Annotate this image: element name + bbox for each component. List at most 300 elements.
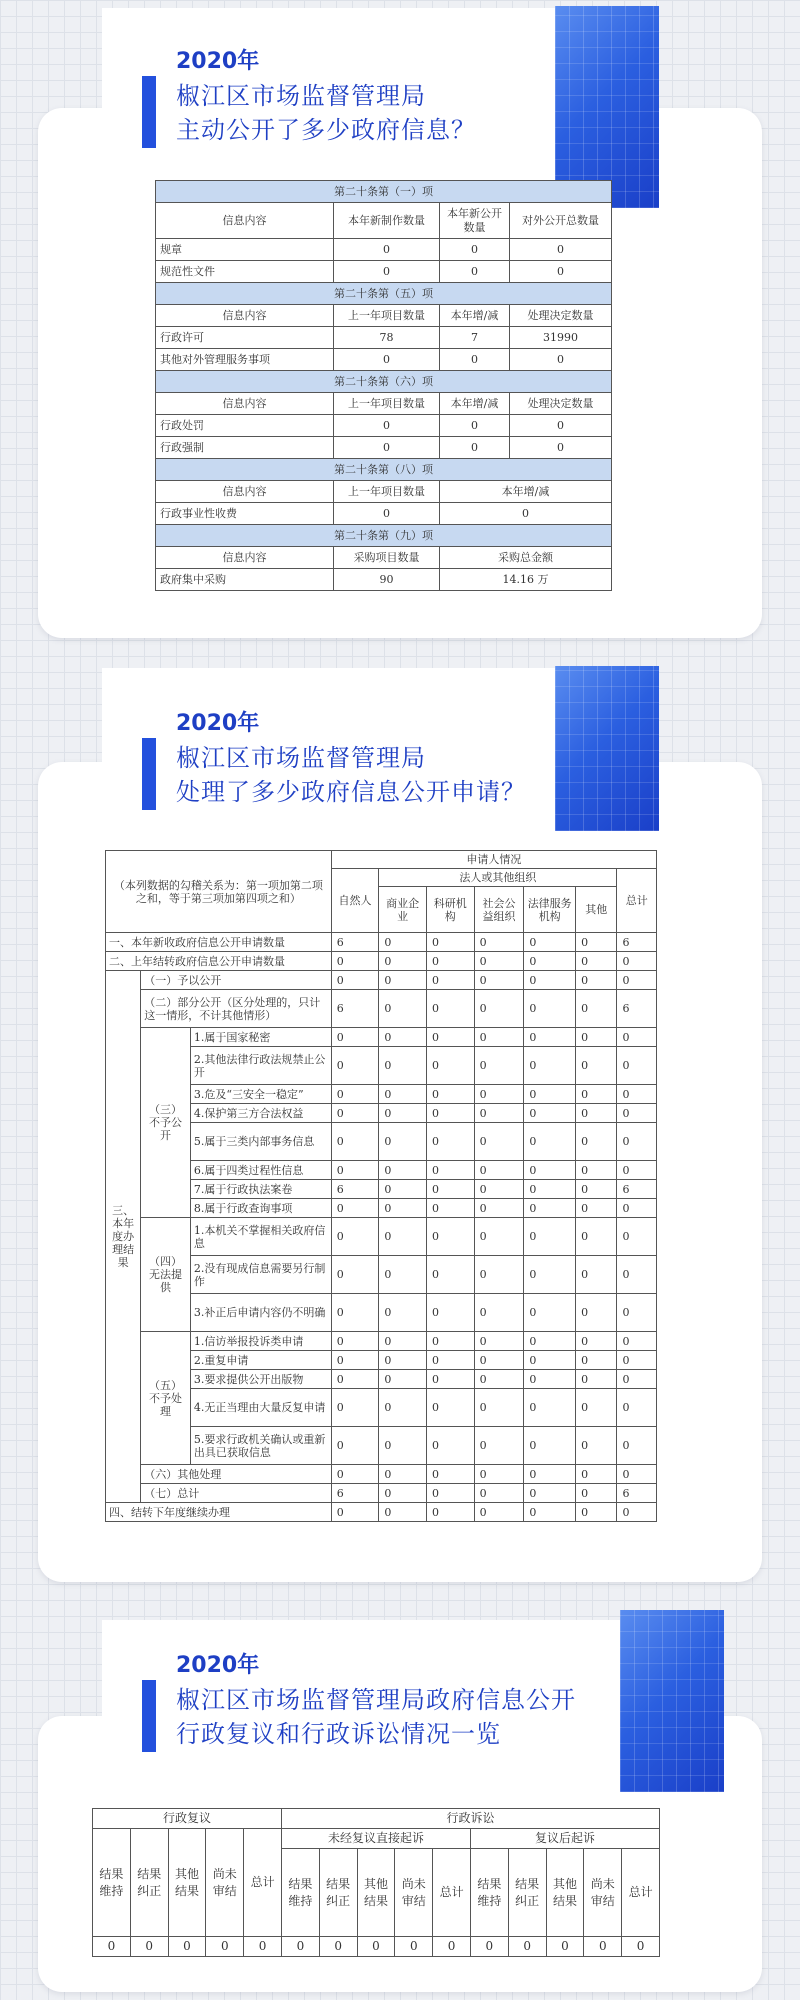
cell-value: 0 bbox=[334, 415, 440, 437]
cell-value: 78 bbox=[334, 327, 440, 349]
cell-value: 0 bbox=[617, 1199, 657, 1218]
cell-value: 0 bbox=[357, 1937, 395, 1957]
col-header: 商业企业 bbox=[379, 887, 427, 933]
cell-value: 0 bbox=[426, 952, 474, 971]
cell-value: 0 bbox=[617, 1465, 657, 1484]
cell-value: 0 bbox=[474, 1161, 524, 1180]
cell-value: 0 bbox=[331, 1427, 379, 1465]
cell-value: 0 bbox=[331, 1161, 379, 1180]
subgroup-label: （五）不予处理 bbox=[141, 1332, 191, 1465]
cell-value: 0 bbox=[576, 1180, 617, 1199]
col-header: 结果纠正 bbox=[319, 1849, 357, 1937]
legal-entity-header: 法人或其他组织 bbox=[379, 869, 617, 887]
cell-value: 0 bbox=[426, 1085, 474, 1104]
col-header: 结果维持 bbox=[281, 1849, 319, 1937]
cell-value: 0 bbox=[617, 1028, 657, 1047]
cell-value: 0 bbox=[524, 971, 576, 990]
cell-value: 0 bbox=[379, 1085, 427, 1104]
cell-value: 31990 bbox=[510, 327, 612, 349]
cell-value: 0 bbox=[426, 933, 474, 952]
cell-value: 0 bbox=[524, 1370, 576, 1389]
col-header: 本年增/减 bbox=[440, 393, 510, 415]
cell-value: 0 bbox=[524, 1465, 576, 1484]
cell-value: 0 bbox=[130, 1937, 168, 1957]
cell-value: 0 bbox=[576, 1484, 617, 1503]
section-title-line2: 主动公开了多少政府信息？ bbox=[176, 116, 476, 144]
col-header: 结果维持 bbox=[470, 1849, 508, 1937]
cell-value: 0 bbox=[617, 1047, 657, 1085]
cell-value: 0 bbox=[379, 1256, 427, 1294]
cell-value: 0 bbox=[617, 1218, 657, 1256]
cell-value: 0 bbox=[331, 1389, 379, 1427]
row-label: 7.属于行政执法案卷 bbox=[190, 1180, 331, 1199]
section-title-line2: 处理了多少政府信息公开申请？ bbox=[176, 778, 526, 806]
cell-value: 0 bbox=[426, 1294, 474, 1332]
cell-value: 0 bbox=[331, 1199, 379, 1218]
cell-value: 0 bbox=[379, 1180, 427, 1199]
cell-value: 0 bbox=[334, 503, 440, 525]
row-label: 1.属于国家秘密 bbox=[190, 1028, 331, 1047]
cell-value: 0 bbox=[331, 1123, 379, 1161]
cell-value: 0 bbox=[524, 990, 576, 1028]
section-title-line2: 行政复议和行政诉讼情况一览 bbox=[176, 1720, 501, 1748]
col-header: 总计 bbox=[617, 869, 657, 933]
row-label: （七）总计 bbox=[141, 1484, 332, 1503]
row-label: 规范性文件 bbox=[156, 261, 334, 283]
col-header: 处理决定数量 bbox=[510, 393, 612, 415]
cell-value: 0 bbox=[426, 1503, 474, 1522]
cell-value: 0 bbox=[576, 1389, 617, 1427]
row-label: 5.要求行政机关确认或重新出具已获取信息 bbox=[190, 1427, 331, 1465]
cell-value: 0 bbox=[576, 1427, 617, 1465]
cell-value: 0 bbox=[426, 1465, 474, 1484]
section-year: 2020年 bbox=[176, 49, 260, 74]
cell-value: 0 bbox=[426, 1123, 474, 1161]
cell-value: 0 bbox=[524, 933, 576, 952]
cell-value: 0 bbox=[576, 1028, 617, 1047]
cell-value: 0 bbox=[331, 1085, 379, 1104]
cell-value: 0 bbox=[474, 1351, 524, 1370]
section-year: 2020年 bbox=[176, 1653, 260, 1678]
cell-value: 0 bbox=[474, 952, 524, 971]
cell-value: 0 bbox=[617, 1256, 657, 1294]
cell-value: 0 bbox=[426, 1427, 474, 1465]
cell-value: 0 bbox=[524, 1161, 576, 1180]
table-note: （本列数据的勾稽关系为：第一项加第二项之和，等于第三项加第四项之和） bbox=[106, 851, 332, 933]
cell-value: 0 bbox=[524, 1351, 576, 1370]
cell-value: 0 bbox=[617, 1104, 657, 1123]
cell-value: 0 bbox=[426, 1218, 474, 1256]
cell-value: 0 bbox=[576, 1161, 617, 1180]
cell-value: 0 bbox=[379, 1484, 427, 1503]
cell-value: 0 bbox=[474, 1180, 524, 1199]
cell-value: 0 bbox=[617, 1123, 657, 1161]
cell-value: 0 bbox=[331, 1028, 379, 1047]
cell-value: 0 bbox=[622, 1937, 660, 1957]
cell-value: 0 bbox=[524, 1294, 576, 1332]
subgroup-label: （四）无法提供 bbox=[141, 1218, 191, 1332]
col-header: 结果维持 bbox=[93, 1829, 131, 1937]
col-header: 本年增/减 bbox=[440, 481, 612, 503]
row-label: 行政处罚 bbox=[156, 415, 334, 437]
cell-value: 6 bbox=[331, 1180, 379, 1199]
cell-value: 0 bbox=[576, 990, 617, 1028]
cell-value: 0 bbox=[524, 1332, 576, 1351]
cell-value: 0 bbox=[576, 971, 617, 990]
row-label: 行政事业性收费 bbox=[156, 503, 334, 525]
cell-value: 0 bbox=[474, 1465, 524, 1484]
cell-value: 0 bbox=[474, 1389, 524, 1427]
cell-value: 0 bbox=[379, 1218, 427, 1256]
row-label: 1.本机关不掌握相关政府信息 bbox=[190, 1218, 331, 1256]
col-header: 尚未审结 bbox=[584, 1849, 622, 1937]
cell-value: 0 bbox=[379, 1427, 427, 1465]
cell-value: 0 bbox=[474, 1123, 524, 1161]
row-label: 规章 bbox=[156, 239, 334, 261]
cell-value: 0 bbox=[93, 1937, 131, 1957]
cell-value: 0 bbox=[331, 1218, 379, 1256]
cell-value: 0 bbox=[379, 952, 427, 971]
cell-value: 0 bbox=[474, 1199, 524, 1218]
title-accent-bar bbox=[142, 76, 156, 148]
cell-value: 0 bbox=[524, 1180, 576, 1199]
cell-value: 0 bbox=[510, 415, 612, 437]
cell-value: 0 bbox=[379, 1199, 427, 1218]
cell-value: 0 bbox=[426, 1047, 474, 1085]
cell-value: 0 bbox=[379, 1351, 427, 1370]
cell-value: 0 bbox=[334, 261, 440, 283]
cell-value: 0 bbox=[576, 1199, 617, 1218]
section-title-line1: 椒江区市场监督管理局 bbox=[176, 82, 426, 110]
cell-value: 0 bbox=[510, 349, 612, 371]
review-litigation-table bbox=[92, 1808, 660, 1957]
cell-value: 0 bbox=[331, 952, 379, 971]
section-year: 2020年 bbox=[176, 711, 260, 736]
cell-value: 6 bbox=[617, 933, 657, 952]
col-header: 总计 bbox=[622, 1849, 660, 1937]
cell-value: 0 bbox=[576, 1370, 617, 1389]
cell-value: 0 bbox=[440, 415, 510, 437]
cell-value: 0 bbox=[440, 239, 510, 261]
cell-value: 0 bbox=[576, 1332, 617, 1351]
cell-value: 0 bbox=[576, 1465, 617, 1484]
direct-suit-header: 未经复议直接起诉 bbox=[281, 1829, 470, 1849]
cell-value: 0 bbox=[617, 971, 657, 990]
cell-value: 0 bbox=[474, 1294, 524, 1332]
col-header: 信息内容 bbox=[156, 481, 334, 503]
cell-value: 0 bbox=[576, 1104, 617, 1123]
cell-value: 0 bbox=[379, 1028, 427, 1047]
col-header: 上一年项目数量 bbox=[334, 305, 440, 327]
cell-value: 0 bbox=[474, 971, 524, 990]
cell-value: 0 bbox=[524, 1085, 576, 1104]
cell-value: 0 bbox=[508, 1937, 546, 1957]
cell-value: 0 bbox=[331, 1351, 379, 1370]
cell-value: 6 bbox=[331, 933, 379, 952]
cell-value: 0 bbox=[510, 239, 612, 261]
cell-value: 0 bbox=[379, 1332, 427, 1351]
cell-value: 0 bbox=[474, 1256, 524, 1294]
cell-value: 0 bbox=[617, 1427, 657, 1465]
cell-value: 0 bbox=[524, 1427, 576, 1465]
cell-value: 0 bbox=[576, 933, 617, 952]
cell-value: 0 bbox=[334, 349, 440, 371]
col-header: 本年新公开数量 bbox=[440, 203, 510, 239]
cell-value: 0 bbox=[426, 990, 474, 1028]
row-label: 2.重复申请 bbox=[190, 1351, 331, 1370]
cell-value: 0 bbox=[379, 933, 427, 952]
cell-value: 0 bbox=[584, 1937, 622, 1957]
title-accent-bar bbox=[142, 1680, 156, 1752]
cell-value: 0 bbox=[617, 1294, 657, 1332]
cell-value: 0 bbox=[331, 1104, 379, 1123]
cell-value: 0 bbox=[474, 990, 524, 1028]
cell-value: 0 bbox=[617, 1085, 657, 1104]
col-header: 尚未审结 bbox=[206, 1829, 244, 1937]
cell-value: 0 bbox=[524, 1047, 576, 1085]
cell-value: 0 bbox=[474, 1503, 524, 1522]
active-disclosure-table bbox=[155, 180, 612, 591]
cell-value: 0 bbox=[426, 1389, 474, 1427]
cell-value: 0 bbox=[379, 971, 427, 990]
col-header: 对外公开总数量 bbox=[510, 203, 612, 239]
cell-value: 0 bbox=[426, 1199, 474, 1218]
cell-value: 0 bbox=[334, 437, 440, 459]
cell-value: 0 bbox=[617, 1389, 657, 1427]
applicant-header: 申请人情况 bbox=[331, 851, 656, 869]
cell-value: 0 bbox=[576, 1503, 617, 1522]
col-header: 结果纠正 bbox=[508, 1849, 546, 1937]
cell-value: 0 bbox=[426, 971, 474, 990]
cell-value: 0 bbox=[379, 990, 427, 1028]
cell-value: 0 bbox=[474, 1370, 524, 1389]
col-header: 总计 bbox=[244, 1829, 282, 1937]
cell-value: 0 bbox=[426, 1161, 474, 1180]
cell-value: 0 bbox=[576, 952, 617, 971]
hero-building-image-1 bbox=[555, 6, 659, 208]
row-label: 2.其他法律行政法规禁止公开 bbox=[190, 1047, 331, 1085]
cell-value: 0 bbox=[168, 1937, 206, 1957]
cell-value: 0 bbox=[440, 261, 510, 283]
cell-value: 0 bbox=[319, 1937, 357, 1957]
row-label: （六）其他处理 bbox=[141, 1465, 332, 1484]
col-header: 其他结果 bbox=[546, 1849, 584, 1937]
row-label: 4.保护第三方合法权益 bbox=[190, 1104, 331, 1123]
review-header: 行政复议 bbox=[93, 1809, 282, 1829]
cell-value: 0 bbox=[524, 1104, 576, 1123]
cell-value: 0 bbox=[331, 1047, 379, 1085]
cell-value: 0 bbox=[379, 1047, 427, 1085]
row-label: 行政许可 bbox=[156, 327, 334, 349]
row-label: 4.无正当理由大量反复申请 bbox=[190, 1389, 331, 1427]
cell-value: 0 bbox=[524, 1123, 576, 1161]
cell-value: 0 bbox=[546, 1937, 584, 1957]
section-header: 第二十条第（六）项 bbox=[156, 371, 612, 393]
cell-value: 6 bbox=[617, 1180, 657, 1199]
cell-value: 0 bbox=[617, 1161, 657, 1180]
col-header: 其他结果 bbox=[168, 1829, 206, 1937]
cell-value: 0 bbox=[576, 1047, 617, 1085]
cell-value: 0 bbox=[331, 971, 379, 990]
cell-value: 6 bbox=[331, 990, 379, 1028]
col-header: 信息内容 bbox=[156, 547, 334, 569]
row-label: （二）部分公开（区分处理的，只计这一情形，不计其他情形） bbox=[141, 990, 332, 1028]
cell-value: 0 bbox=[334, 239, 440, 261]
row-label: 政府集中采购 bbox=[156, 569, 334, 591]
row-label: 8.属于行政查询事项 bbox=[190, 1199, 331, 1218]
cell-value: 0 bbox=[524, 1389, 576, 1427]
cell-value: 0 bbox=[474, 1484, 524, 1503]
cell-value: 7 bbox=[440, 327, 510, 349]
cell-value: 0 bbox=[426, 1028, 474, 1047]
hero-building-image-2 bbox=[555, 666, 659, 831]
col-header: 本年增/减 bbox=[440, 305, 510, 327]
cell-value: 0 bbox=[524, 1256, 576, 1294]
cell-value: 0 bbox=[379, 1503, 427, 1522]
cell-value: 0 bbox=[379, 1294, 427, 1332]
cell-value: 0 bbox=[524, 1199, 576, 1218]
cell-value: 0 bbox=[426, 1370, 474, 1389]
row-label: 二、上年结转政府信息公开申请数量 bbox=[106, 952, 332, 971]
cell-value: 0 bbox=[426, 1256, 474, 1294]
cell-value: 0 bbox=[426, 1351, 474, 1370]
cell-value: 0 bbox=[433, 1937, 471, 1957]
cell-value: 0 bbox=[474, 1028, 524, 1047]
cell-value: 0 bbox=[331, 1332, 379, 1351]
cell-value: 0 bbox=[576, 1218, 617, 1256]
cell-value: 0 bbox=[617, 1503, 657, 1522]
cell-value: 6 bbox=[331, 1484, 379, 1503]
litigation-header: 行政诉讼 bbox=[281, 1809, 659, 1829]
cell-value: 0 bbox=[331, 1503, 379, 1522]
row-label: 6.属于四类过程性信息 bbox=[190, 1161, 331, 1180]
col-header: 结果纠正 bbox=[130, 1829, 168, 1937]
section-title-line1: 椒江区市场监督管理局政府信息公开 bbox=[176, 1686, 576, 1714]
group-label: 三、本年度办理结果 bbox=[106, 971, 141, 1503]
cell-value: 0 bbox=[474, 1218, 524, 1256]
cell-value: 0 bbox=[524, 1028, 576, 1047]
cell-value: 0 bbox=[331, 1256, 379, 1294]
cell-value: 0 bbox=[281, 1937, 319, 1957]
col-header: 其他 bbox=[576, 887, 617, 933]
cell-value: 0 bbox=[524, 1484, 576, 1503]
cell-value: 0 bbox=[379, 1389, 427, 1427]
cell-value: 0 bbox=[440, 437, 510, 459]
cell-value: 0 bbox=[510, 261, 612, 283]
col-header: 本年新制作数量 bbox=[334, 203, 440, 239]
cell-value: 0 bbox=[524, 1503, 576, 1522]
col-header: 处理决定数量 bbox=[510, 305, 612, 327]
row-label: 3.补正后申请内容仍不明确 bbox=[190, 1294, 331, 1332]
cell-value: 0 bbox=[576, 1123, 617, 1161]
cell-value: 0 bbox=[576, 1256, 617, 1294]
col-header: 社会公益组织 bbox=[474, 887, 524, 933]
after-review-header: 复议后起诉 bbox=[470, 1829, 659, 1849]
cell-value: 0 bbox=[617, 1332, 657, 1351]
cell-value: 0 bbox=[331, 1294, 379, 1332]
section-title-line1: 椒江区市场监督管理局 bbox=[176, 744, 426, 772]
cell-value: 0 bbox=[576, 1351, 617, 1370]
col-header: 科研机构 bbox=[426, 887, 474, 933]
cell-value: 0 bbox=[474, 1047, 524, 1085]
col-header: 总计 bbox=[433, 1849, 471, 1937]
cell-value: 0 bbox=[440, 349, 510, 371]
cell-value: 0 bbox=[474, 933, 524, 952]
col-header: 尚未审结 bbox=[395, 1849, 433, 1937]
col-header: 信息内容 bbox=[156, 393, 334, 415]
cell-value: 0 bbox=[395, 1937, 433, 1957]
application-handling-table bbox=[105, 850, 657, 1522]
row-label: 5.属于三类内部事务信息 bbox=[190, 1123, 331, 1161]
col-header: 信息内容 bbox=[156, 203, 334, 239]
cell-value: 0 bbox=[576, 1294, 617, 1332]
cell-value: 0 bbox=[617, 952, 657, 971]
col-header: 自然人 bbox=[331, 869, 379, 933]
title-accent-bar bbox=[142, 738, 156, 810]
subgroup-label: （三）不予公开 bbox=[141, 1028, 191, 1218]
col-header: 上一年项目数量 bbox=[334, 481, 440, 503]
cell-value: 0 bbox=[426, 1104, 474, 1123]
cell-value: 0 bbox=[379, 1465, 427, 1484]
row-label: 四、结转下年度继续办理 bbox=[106, 1503, 332, 1522]
cell-value: 0 bbox=[510, 437, 612, 459]
cell-value: 90 bbox=[334, 569, 440, 591]
cell-value: 0 bbox=[331, 1465, 379, 1484]
col-header: 采购总金额 bbox=[440, 547, 612, 569]
cell-value: 6 bbox=[617, 990, 657, 1028]
row-label: 行政强制 bbox=[156, 437, 334, 459]
section-header: 第二十条第（八）项 bbox=[156, 459, 612, 481]
cell-value: 0 bbox=[426, 1484, 474, 1503]
cell-value: 0 bbox=[524, 952, 576, 971]
section-header: 第二十条第（九）项 bbox=[156, 525, 612, 547]
row-label: 其他对外管理服务事项 bbox=[156, 349, 334, 371]
cell-value: 0 bbox=[379, 1104, 427, 1123]
cell-value: 0 bbox=[524, 1218, 576, 1256]
cell-value: 0 bbox=[474, 1085, 524, 1104]
cell-value: 0 bbox=[379, 1370, 427, 1389]
cell-value: 0 bbox=[331, 1370, 379, 1389]
col-header: 采购项目数量 bbox=[334, 547, 440, 569]
cell-value: 0 bbox=[379, 1161, 427, 1180]
row-label: 一、本年新收政府信息公开申请数量 bbox=[106, 933, 332, 952]
section-header: 第二十条第（五）项 bbox=[156, 283, 612, 305]
cell-value: 0 bbox=[206, 1937, 244, 1957]
col-header: 上一年项目数量 bbox=[334, 393, 440, 415]
col-header: 其他结果 bbox=[357, 1849, 395, 1937]
cell-value: 0 bbox=[474, 1427, 524, 1465]
cell-value: 0 bbox=[576, 1085, 617, 1104]
row-label: 3.危及“三安全一稳定” bbox=[190, 1085, 331, 1104]
col-header: 法律服务机构 bbox=[524, 887, 576, 933]
hero-building-image-3 bbox=[620, 1610, 724, 1792]
row-label: 1.信访举报投诉类申请 bbox=[190, 1332, 331, 1351]
cell-value: 0 bbox=[440, 503, 612, 525]
row-label: 3.要求提供公开出版物 bbox=[190, 1370, 331, 1389]
cell-value: 0 bbox=[426, 1180, 474, 1199]
cell-value: 0 bbox=[379, 1123, 427, 1161]
cell-value: 0 bbox=[474, 1332, 524, 1351]
cell-value: 0 bbox=[474, 1104, 524, 1123]
cell-value: 0 bbox=[244, 1937, 282, 1957]
cell-value: 0 bbox=[426, 1332, 474, 1351]
cell-value: 0 bbox=[617, 1370, 657, 1389]
cell-value: 14.16 万 bbox=[440, 569, 612, 591]
row-label: 2.没有现成信息需要另行制作 bbox=[190, 1256, 331, 1294]
col-header: 信息内容 bbox=[156, 305, 334, 327]
cell-value: 6 bbox=[617, 1484, 657, 1503]
cell-value: 0 bbox=[617, 1351, 657, 1370]
